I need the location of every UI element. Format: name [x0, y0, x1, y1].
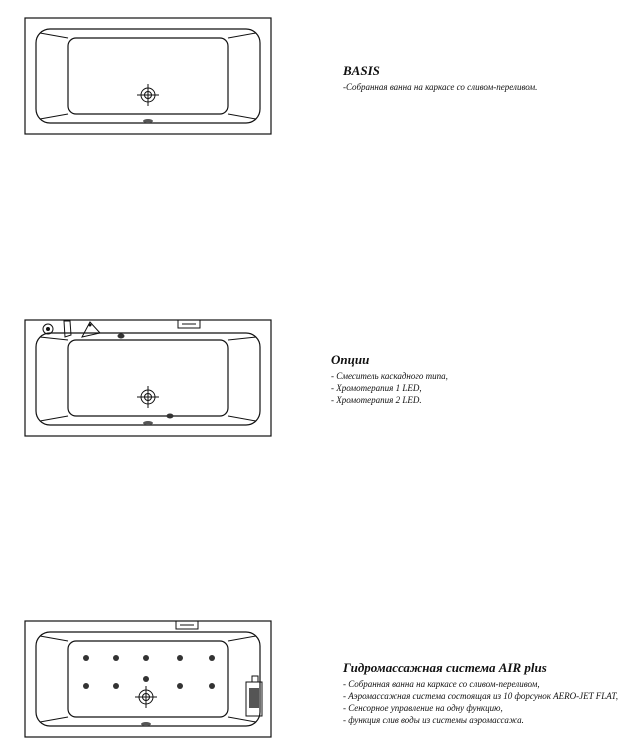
section-title: Опции: [331, 352, 370, 367]
section-line: - функция слив воды из системы аэромассажа.: [343, 715, 524, 725]
led-light-icon: [118, 334, 125, 339]
mixer-tap-icon: [43, 321, 100, 337]
bathtub-options-diagram: [24, 319, 272, 437]
drain-icon: [135, 686, 157, 708]
section-title: Гидромассажная система AIR plus: [343, 660, 547, 675]
bathtub-air-plus-diagram: [24, 620, 272, 738]
section-line: - Хромотерапия 2 LED.: [331, 395, 422, 405]
section-line: - Сенсорное управление на одну функцию,: [343, 703, 503, 713]
air-jet-icons: [83, 655, 215, 689]
overflow-icon: [143, 421, 153, 425]
section-line: - Собранная ванна на каркасе со сливом-переливом,: [343, 679, 540, 689]
section-air-plus: [343, 661, 618, 726]
overflow-icon: [141, 722, 151, 726]
section-line: - Хромотерапия 1 LED,: [331, 383, 422, 393]
drain-icon: [137, 386, 159, 408]
overflow-icon: [143, 119, 153, 123]
section-basis: [343, 64, 537, 93]
section-line: - Аэромассажная система состоящая из 10 форсунок AERO-JET FLAT,: [343, 691, 619, 701]
section-title: BASIS: [343, 63, 380, 78]
section-options: [331, 353, 448, 406]
drain-icon: [137, 84, 159, 106]
bathtub-basis-diagram: [24, 17, 272, 135]
led-light-icon: [167, 414, 174, 419]
section-line: -Собранная ванна на каркасе со сливом-переливом.: [343, 82, 538, 92]
section-line: - Смеситель каскадного типа,: [331, 371, 448, 381]
